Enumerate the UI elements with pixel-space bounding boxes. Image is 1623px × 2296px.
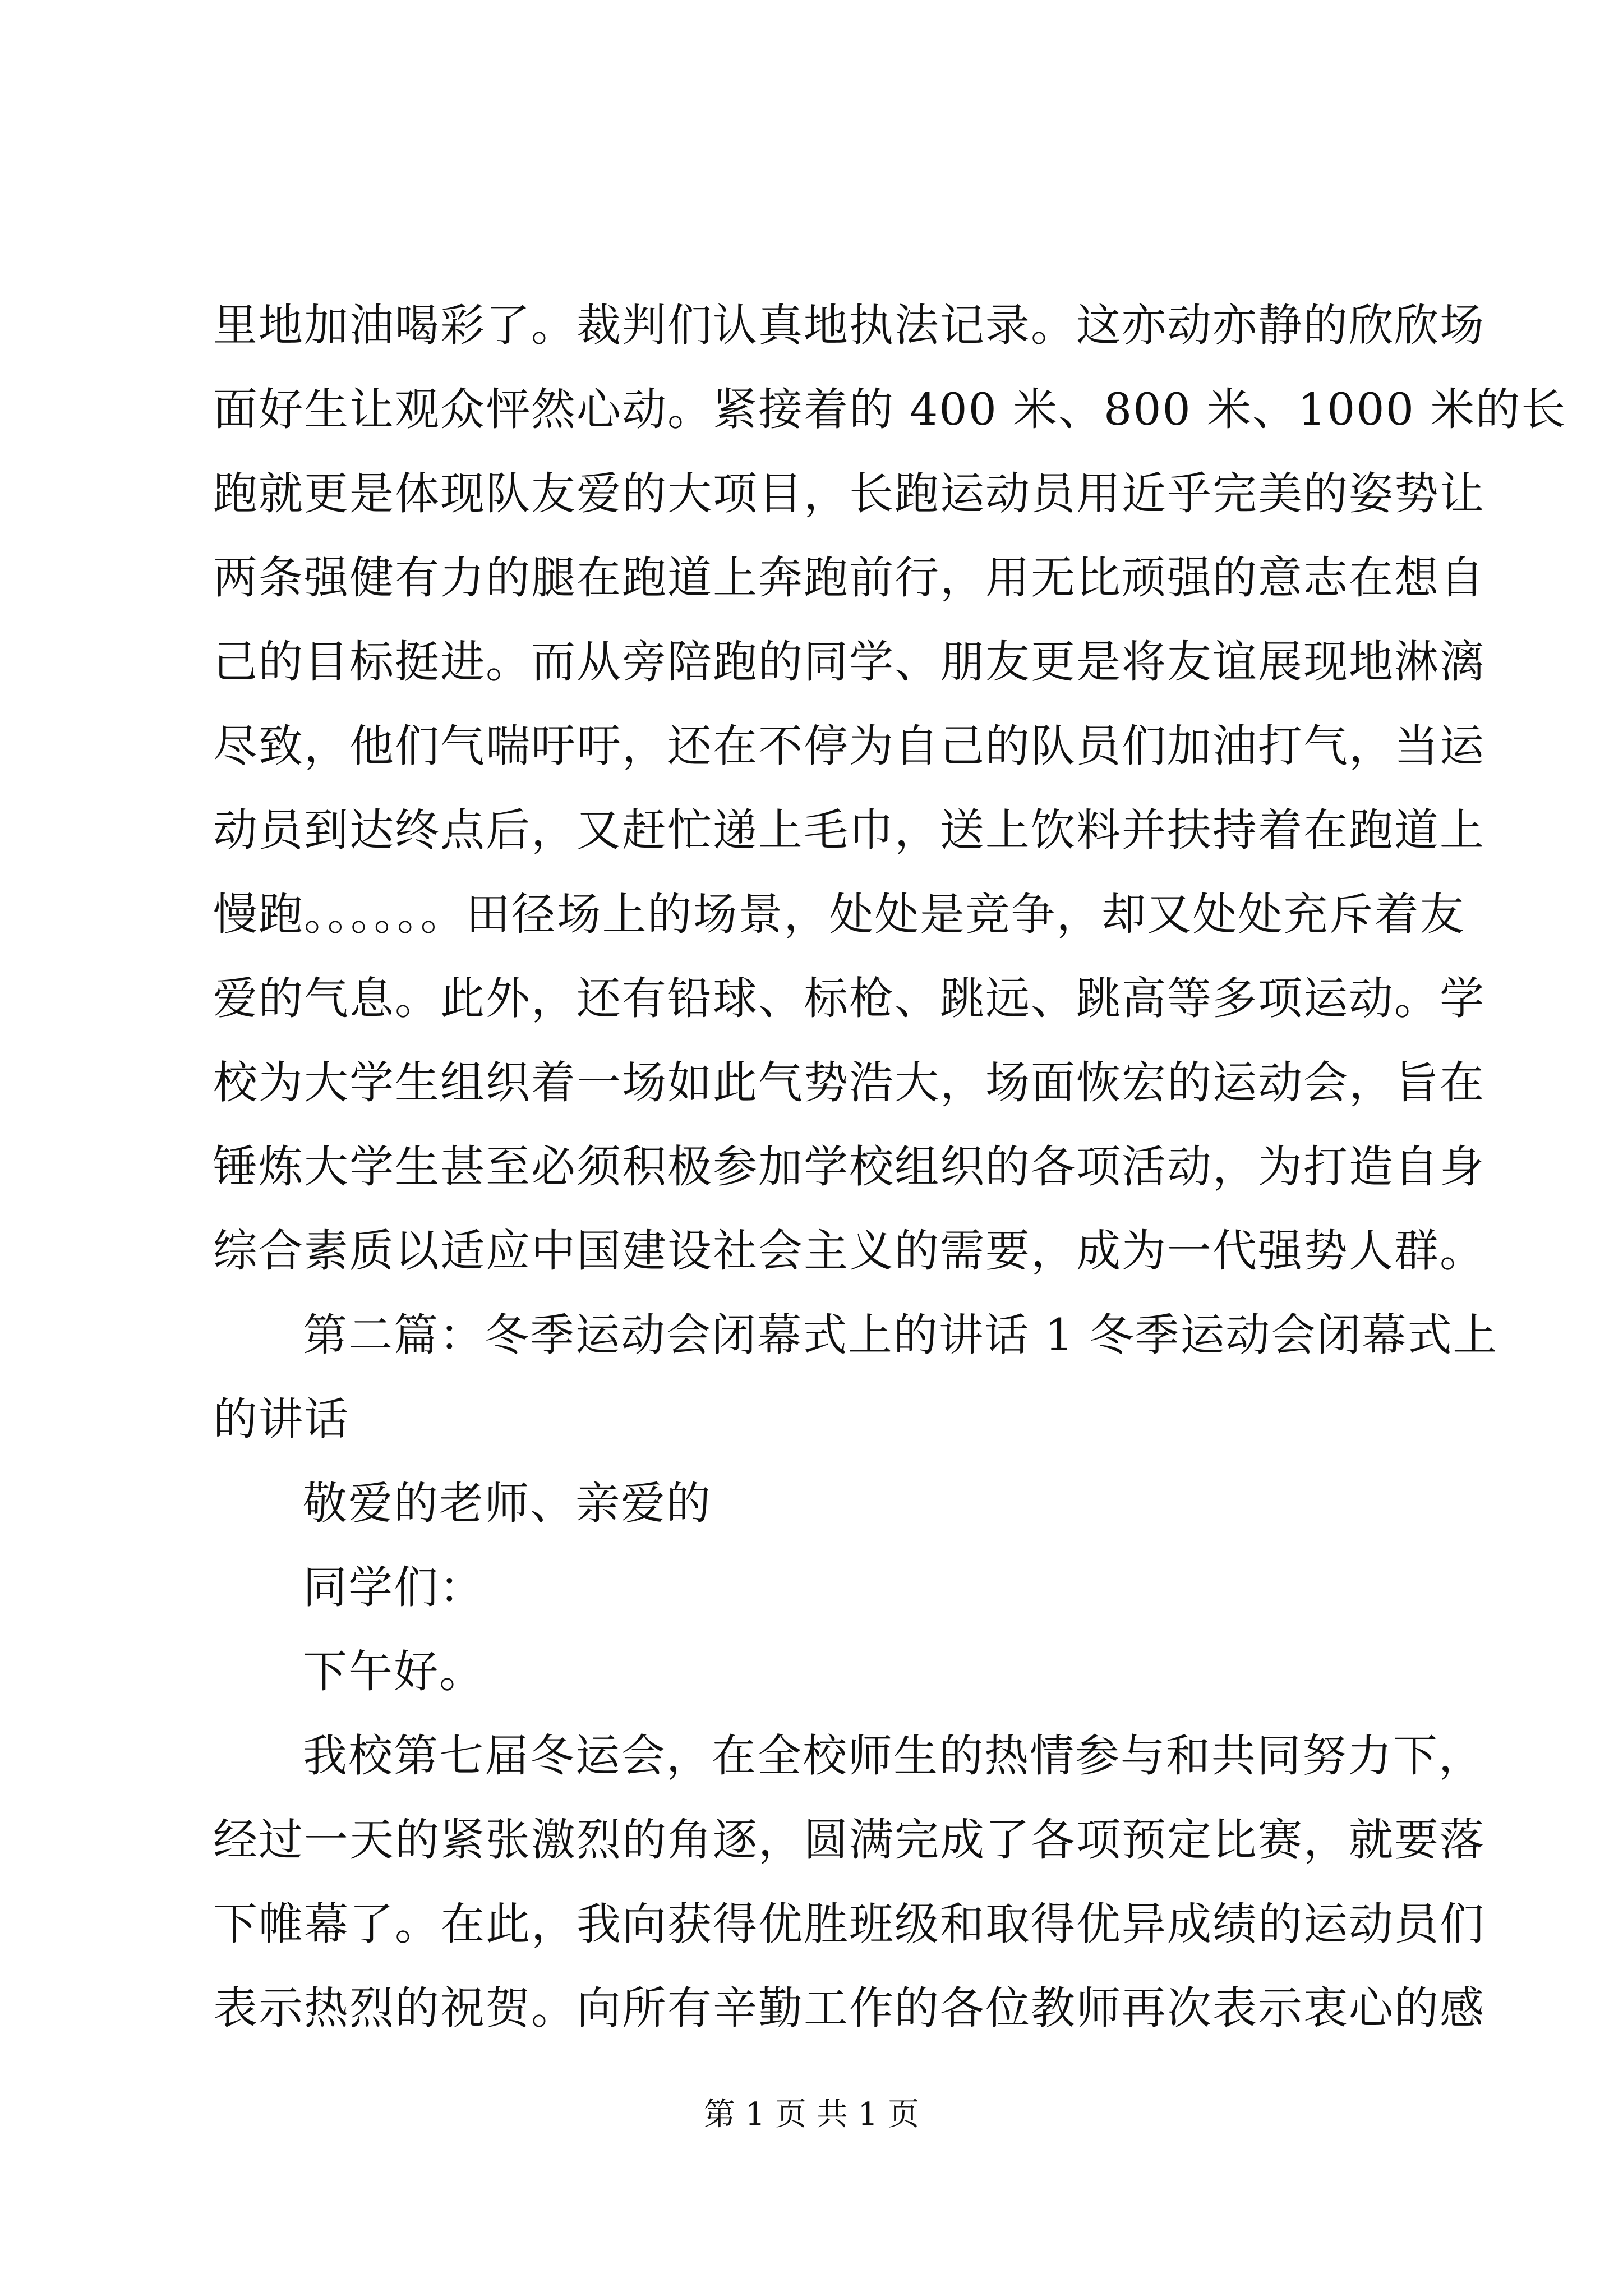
text-line-8: 慢跑。。。。。。田径场上的场景，处处是竞争，却又处处充斥着友 — [213, 889, 1465, 940]
text-line-7: 动员到达终点后，又赶忙递上毛巾，送上饮料并扶持着在跑道上 — [213, 804, 1485, 856]
salutation-line-2: 同学们： — [303, 1562, 485, 1613]
document-body — [213, 283, 1567, 2050]
text-line-9: 爱的气息。此外，还有铅球、标枪、跳远、跳高等多项运动。学 — [213, 973, 1485, 1024]
text-line-1: 里地加油喝彩了。裁判们认真地执法记录。这亦动亦静的欣欣场 — [213, 300, 1485, 351]
text-line-20: 下帷幕了。在此，我向获得优胜班级和取得优异成绩的运动员们 — [213, 1898, 1485, 1950]
text-line-21: 表示热烈的祝贺。向所有辛勤工作的各位教师再次表示衷心的感 — [213, 1982, 1485, 2034]
greeting-line: 下午好。 — [303, 1646, 485, 1697]
text-line-11: 锤炼大学生甚至必须积极参加学校组织的各项活动，为打造自身 — [213, 1141, 1485, 1193]
section-heading-line-1: 第二篇：冬季运动会闭幕式上的讲话 1 冬季运动会闭幕式上 — [303, 1309, 1498, 1361]
text-line-6: 尽致，他们气喘吁吁，还在不停为自己的队员们加油打气，当运 — [213, 720, 1485, 772]
text-line-19: 经过一天的紧张激烈的角逐，圆满完成了各项预定比赛，就要落 — [213, 1814, 1485, 1866]
text-line-3: 跑就更是体现队友爱的大项目，长跑运动员用近乎完美的姿势让 — [213, 468, 1485, 519]
salutation-line-1: 敬爱的老师、亲爱的 — [303, 1478, 712, 1529]
text-line-18: 我校第七届冬运会，在全校师生的热情参与和共同努力下， — [303, 1730, 1484, 1782]
text-line-10: 校为大学生组织着一场如此气势浩大，场面恢宏的运动会，旨在 — [213, 1057, 1485, 1108]
section-heading-line-2: 的讲话 — [213, 1393, 349, 1445]
page-number-footer: 第 1 页 共 1 页 — [703, 2096, 920, 2133]
text-line-2: 面好生让观众怦然心动。紧接着的 400 米、800 米、1000 米的长 — [213, 384, 1567, 435]
text-line-5: 己的目标挺进。而从旁陪跑的同学、朋友更是将友谊展现地淋漓 — [213, 636, 1485, 688]
text-line-12: 综合素质以适应中国建设社会主义的需要，成为一代强势人群。 — [213, 1225, 1485, 1277]
text-line-4: 两条强健有力的腿在跑道上奔跑前行，用无比顽强的意志在想自 — [213, 552, 1485, 604]
